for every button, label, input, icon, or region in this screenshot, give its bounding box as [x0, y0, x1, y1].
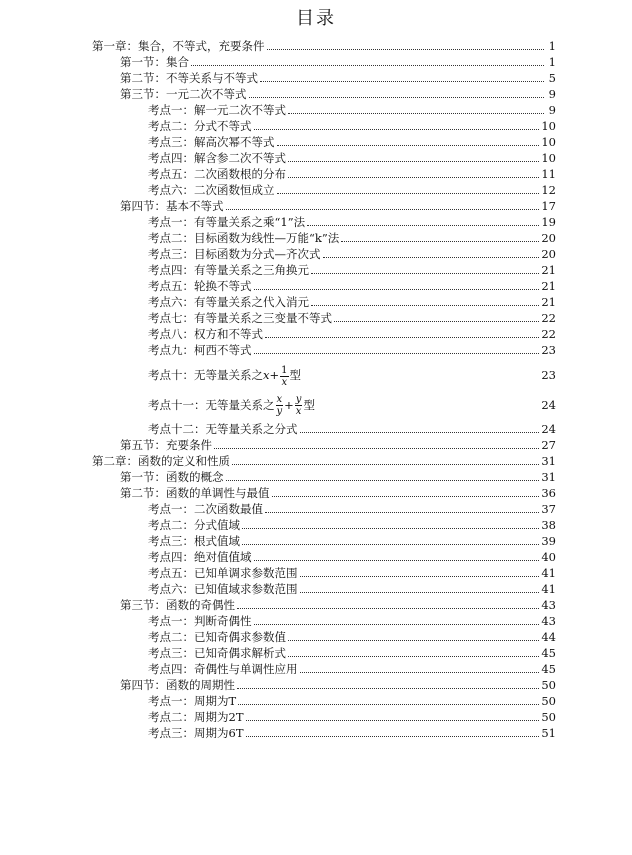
toc-label: 考点二：分式值域 — [148, 518, 240, 532]
leader-dots — [334, 321, 539, 322]
toc-label: 考点二：分式不等式 — [148, 119, 252, 133]
leader-dots — [288, 113, 544, 114]
toc-entry-topic[interactable] — [0, 134, 632, 150]
toc-page: 11 — [541, 167, 556, 181]
toc-page: 44 — [541, 630, 556, 644]
leader-dots — [265, 337, 539, 338]
toc-entry-topic[interactable] — [0, 693, 632, 709]
toc-page: 10 — [541, 119, 556, 133]
toc-label: 考点四：解含参二次不等式 — [148, 151, 286, 165]
leader-dots — [277, 193, 540, 194]
leader-dots — [341, 241, 539, 242]
leader-dots — [254, 624, 540, 625]
toc-page: 1 — [548, 55, 556, 69]
leader-dots — [311, 273, 539, 274]
toc-page: 9 — [548, 87, 556, 101]
toc-label: 考点五：轮换不等式 — [148, 279, 252, 293]
toc-label: 考点五：已知单调求参数范围 — [148, 566, 298, 580]
toc-entry-section[interactable] — [0, 198, 632, 214]
table-of-contents — [0, 38, 632, 741]
toc-label: 考点五：二次函数根的分布 — [148, 167, 286, 181]
toc-label: 考点三：目标函数为分式—齐次式 — [148, 247, 321, 261]
toc-page: 41 — [541, 566, 556, 580]
toc-entry-topic[interactable] — [0, 278, 632, 294]
leader-dots — [260, 81, 544, 82]
fraction-numerator: y — [295, 394, 302, 405]
toc-entry-topic[interactable] — [0, 725, 632, 741]
leader-dots — [226, 209, 540, 210]
toc-page: 27 — [541, 438, 556, 452]
toc-label: 考点一：判断奇偶性 — [148, 614, 252, 628]
toc-label: 考点六：已知值域求参数范围 — [148, 582, 298, 596]
toc-label: 考点六：有等量关系之代入消元 — [148, 295, 309, 309]
leader-dots — [254, 353, 540, 354]
toc-label: 第五节：充要条件 — [120, 438, 212, 452]
toc-label: 考点四：绝对值值域 — [148, 550, 252, 564]
leader-dots — [254, 560, 540, 561]
toc-page: 38 — [541, 518, 556, 532]
toc-entry-section[interactable] — [0, 677, 632, 693]
leader-dots — [246, 720, 540, 721]
toc-label: 考点一：解一元二次不等式 — [148, 103, 286, 117]
toc-entry-topic[interactable] — [0, 533, 632, 549]
toc-entry-topic[interactable] — [0, 294, 632, 310]
toc-label: 考点一：二次函数最值 — [148, 502, 263, 516]
leader-dots — [214, 448, 539, 449]
toc-label: 第一章：集合，不等式，充要条件 — [92, 39, 265, 53]
toc-page: 37 — [541, 502, 556, 516]
toc-entry-section[interactable] — [0, 469, 632, 485]
leader-dots — [300, 592, 540, 593]
leader-dots — [323, 257, 540, 258]
toc-entry-topic[interactable] — [0, 182, 632, 198]
toc-entry-topic[interactable] — [0, 102, 632, 118]
toc-label: 第二章：函数的定义和性质 — [92, 454, 230, 468]
toc-label: 考点三：解高次幂不等式 — [148, 135, 275, 149]
toc-entry-section[interactable] — [0, 485, 632, 501]
toc-entry-topic[interactable] — [0, 661, 632, 677]
leader-dots — [232, 464, 539, 465]
toc-label: 考点十一：无等量关系之 — [148, 397, 275, 412]
formula-operator: + — [284, 397, 294, 412]
toc-label-suffix: 型 — [289, 368, 301, 382]
toc-entry-topic[interactable] — [0, 629, 632, 645]
leader-dots — [277, 145, 540, 146]
leader-dots — [311, 305, 539, 306]
toc-label: 第二节：函数的单调性与最值 — [120, 486, 270, 500]
leader-dots — [272, 496, 540, 497]
toc-label: 第一节：函数的概念 — [120, 470, 224, 484]
leader-dots — [242, 528, 539, 529]
toc-page: 40 — [541, 550, 556, 564]
toc-page: 21 — [541, 279, 556, 293]
toc-entry-topic[interactable] — [0, 166, 632, 182]
leader-dots — [300, 432, 540, 433]
leader-dots — [288, 161, 539, 162]
toc-label: 考点八：权方和不等式 — [148, 327, 263, 341]
toc-page: 10 — [541, 135, 556, 149]
toc-entry-topic[interactable] — [0, 246, 632, 262]
toc-page: 22 — [541, 311, 556, 325]
leader-dots — [307, 225, 539, 226]
leader-dots — [288, 640, 539, 641]
toc-page: 31 — [541, 454, 556, 468]
toc-page: 31 — [541, 470, 556, 484]
leader-dots — [237, 688, 539, 689]
toc-entry-topic[interactable] — [0, 262, 632, 278]
leader-dots — [254, 129, 540, 130]
toc-label: 第三节：函数的奇偶性 — [120, 598, 235, 612]
leader-dots — [226, 480, 540, 481]
toc-page: 12 — [541, 183, 556, 197]
toc-entry-topic[interactable] — [0, 709, 632, 725]
fraction-denominator: y — [276, 406, 283, 417]
toc-label: 考点三：已知奇偶求解析式 — [148, 646, 286, 660]
toc-entry-section[interactable] — [0, 54, 632, 70]
toc-label: 考点四：有等量关系之三角换元 — [148, 263, 309, 277]
toc-page: 41 — [541, 582, 556, 596]
toc-label: 考点四：奇偶性与单调性应用 — [148, 662, 298, 676]
leader-dots — [237, 608, 539, 609]
leader-dots — [238, 704, 539, 705]
leader-dots — [300, 576, 540, 577]
toc-page: 23 — [541, 343, 556, 357]
toc-label-formula — [148, 394, 315, 418]
toc-entry-topic[interactable] — [0, 310, 632, 326]
toc-page: 19 — [541, 215, 556, 229]
toc-entry-section[interactable] — [0, 597, 632, 613]
toc-page: 17 — [541, 199, 556, 213]
toc-page: 20 — [541, 231, 556, 245]
toc-page: 39 — [541, 534, 556, 548]
toc-entry-topic[interactable] — [0, 581, 632, 597]
toc-entry-topic[interactable] — [0, 565, 632, 581]
toc-page: 1 — [548, 39, 556, 53]
toc-entry-chapter[interactable] — [0, 38, 632, 54]
toc-page: 45 — [541, 646, 556, 660]
toc-entry-section[interactable] — [0, 86, 632, 102]
fraction-numerator: 1 — [281, 364, 288, 376]
toc-entry-topic[interactable] — [0, 645, 632, 661]
leader-dots — [288, 177, 539, 178]
toc-label-formula — [148, 364, 301, 388]
toc-entry-topic[interactable] — [0, 549, 632, 565]
toc-label: 考点二：已知奇偶求参数值 — [148, 630, 286, 644]
toc-entry-topic[interactable] — [0, 150, 632, 166]
toc-label: 第二节：不等关系与不等式 — [120, 71, 258, 85]
toc-entry-section[interactable] — [0, 70, 632, 86]
toc-entry-topic[interactable] — [0, 517, 632, 533]
toc-page: 20 — [541, 247, 556, 261]
toc-entry-topic[interactable] — [0, 230, 632, 246]
leader-dots — [254, 289, 540, 290]
toc-page: 24 — [541, 422, 556, 436]
fraction-numerator: x — [276, 394, 283, 405]
toc-entry-topic[interactable] — [0, 118, 632, 134]
toc-page: 24 — [541, 397, 556, 412]
formula-lead: x+ — [263, 368, 280, 382]
toc-page: 10 — [541, 151, 556, 165]
fraction — [295, 394, 303, 417]
toc-label: 第三节：一元二次不等式 — [120, 87, 247, 101]
toc-page: 51 — [541, 726, 556, 740]
toc-page: 50 — [541, 710, 556, 724]
page-title: 目录 — [296, 8, 336, 29]
leader-dots — [288, 656, 539, 657]
toc-entry-chapter[interactable] — [0, 453, 632, 469]
toc-entry-topic[interactable] — [0, 364, 632, 388]
toc-label: 第四节：基本不等式 — [120, 199, 224, 213]
toc-label: 考点二：目标函数为线性—万能“k”法 — [148, 231, 340, 245]
toc-entry-topic[interactable] — [0, 326, 632, 342]
fraction-denominator: x — [281, 376, 288, 388]
toc-page: 50 — [541, 678, 556, 692]
toc-label: 考点二：周期为2T — [148, 710, 244, 724]
toc-page: 9 — [548, 103, 556, 117]
leader-dots — [300, 672, 540, 673]
leader-dots — [249, 97, 545, 98]
leader-dots — [246, 736, 540, 737]
toc-page: 43 — [541, 614, 556, 628]
toc-page: 22 — [541, 327, 556, 341]
toc-label: 考点一：有等量关系之乘“1”法 — [148, 215, 306, 229]
toc-entry-section[interactable] — [0, 437, 632, 453]
toc-page: 21 — [541, 295, 556, 309]
leader-dots — [265, 512, 539, 513]
toc-label: 考点一：周期为T — [148, 694, 237, 708]
leader-dots — [191, 65, 544, 66]
toc-page: 45 — [541, 662, 556, 676]
leader-dots — [267, 49, 545, 50]
toc-label: 考点九：柯西不等式 — [148, 343, 252, 357]
toc-label: 第四节：函数的周期性 — [120, 678, 235, 692]
toc-label: 考点六：二次函数恒成立 — [148, 183, 275, 197]
toc-entry-topic[interactable] — [0, 214, 632, 230]
fraction — [280, 365, 288, 388]
toc-page: 43 — [541, 598, 556, 612]
toc-page: 21 — [541, 263, 556, 277]
toc-entry-topic[interactable] — [0, 501, 632, 517]
toc-label: 第一节：集合 — [120, 55, 189, 69]
toc-entry-topic[interactable] — [0, 394, 632, 418]
toc-label: 考点七：有等量关系之三变量不等式 — [148, 311, 332, 325]
toc-label: 考点三：周期为6T — [148, 726, 244, 740]
toc-entry-topic[interactable] — [0, 342, 632, 358]
toc-entry-topic[interactable] — [0, 613, 632, 629]
toc-label: 考点十二：无等量关系之分式 — [148, 422, 298, 436]
toc-label: 考点三：根式值域 — [148, 534, 240, 548]
toc-label: 考点十：无等量关系之 — [148, 368, 263, 382]
toc-entry-topic[interactable] — [0, 421, 632, 437]
toc-page: 23 — [541, 368, 556, 382]
fraction-denominator: x — [295, 406, 302, 417]
toc-page: 5 — [548, 71, 556, 85]
toc-page: 50 — [541, 694, 556, 708]
leader-dots — [242, 544, 539, 545]
toc-page: 36 — [541, 486, 556, 500]
toc-label-suffix: 型 — [303, 397, 315, 412]
fraction — [276, 394, 284, 417]
